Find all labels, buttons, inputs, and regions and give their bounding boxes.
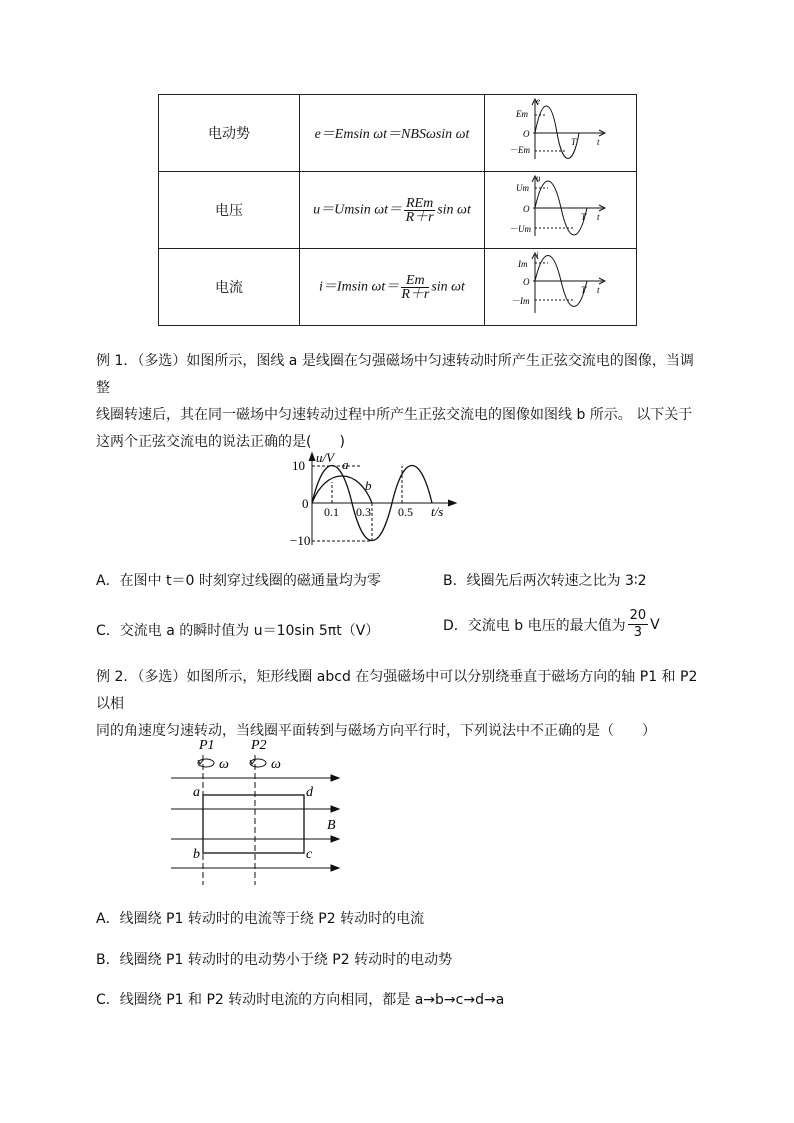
tick-label: 0.1 [324,505,339,519]
axis-label: t/s [431,504,444,519]
formula: u＝Umsin ωt＝ $\frac{\text{REm}}{R+r}$ sin ωt [300,172,485,249]
axis-y: e [536,96,540,106]
tick-label: 10 [292,458,305,473]
ex2-option-a: A．线圈绕 P1 转动时的电流等于绕 P2 转动时的电流 [96,911,425,927]
sine-waveform [485,95,636,167]
svg-text:u: u [536,173,541,183]
min-label: －Em [509,145,530,155]
tick-label: −10 [290,533,311,548]
example-2-question: 例 2．（多选）如图所示，矩形线圈 abcd 在匀强磁场中可以分别绕垂直于磁场方向的轴 P1 和 P2 以相 同的角速度匀速转动，当线圈平面转到与磁场方向平行时，下列说法中不正确的是（ ） [96,669,698,739]
table-row [159,172,637,249]
svg-text:i: i [536,250,539,260]
svg-text:t: t [597,212,600,222]
svg-text:d: d [306,785,313,800]
option-b: B．线圈先后两次转速之比为 3∶2 [443,573,647,589]
ex2-option-b: B．线圈绕 P1 转动时的电动势小于绕 P2 转动时的电动势 [96,952,453,968]
max-label: Em [516,109,528,119]
svg-text:P1: P1 [199,738,215,753]
row-label: 电压 [159,172,300,249]
svg-text:P2: P2 [251,738,267,753]
row-label: 电动势 [159,95,300,172]
svg-text:b: b [193,847,200,862]
formula-table [158,94,637,326]
table-row [159,249,637,326]
svg-text:a: a [193,785,200,800]
formula: e＝Emsin ωt＝NBSωsin ωt [300,95,485,172]
tick-label: 0.3 [356,505,371,519]
coil-rectangle [203,795,304,853]
svg-text:Im: Im [518,259,528,269]
example-1-graph [290,450,470,550]
waveform-cell [485,249,637,326]
example-1-question: 例 1．（多选）如图所示，图线 a 是线圈在匀强磁场中匀速转动时所产生正弦交流电的图像，当调整 线圈转速后，其在同一磁场中匀速转动过程中所产生正弦交流电的图像如图线 b 所示。 以下关于 这两个正弦交流电的说法正确的是( ) [96,353,694,450]
svg-text:－Um: －Um [509,224,531,234]
option-d: D．交流电 b 电压的最大值为 $\frac{20}{3}$ V [443,608,660,640]
period-label: T [571,137,577,147]
axis-label: u/V [316,450,335,465]
svg-text:O: O [523,204,530,214]
example-2-figure [165,733,355,888]
svg-text:c: c [306,847,313,862]
origin-label: O [523,129,530,139]
axis-t: t [597,137,600,147]
waveform-cell [485,172,637,249]
table-row [159,95,637,172]
svg-text:t: t [597,285,600,295]
sine-waveform [485,172,636,244]
tick-label: 0.5 [398,505,413,519]
curve-label: a [342,457,349,472]
option-c: C．交流电 a 的瞬时值为 u＝10sin 5πt（V） [96,623,380,639]
option-a: A．在图中 t＝0 时刻穿过线圈的磁通量均为零 [96,573,381,589]
formula: i＝Imsin ωt＝ $\frac{Em}{R+r}$ sin ωt [300,249,485,326]
ex2-option-c: C．线圈绕 P1 和 P2 转动时电流的方向相同，都是 a→b→c→d→a [96,992,505,1008]
row-label: 电流 [159,249,300,326]
sine-waveform [485,249,636,321]
curve-b [312,476,372,503]
svg-text:－Im: －Im [511,296,530,306]
tick-label: 0 [302,496,309,511]
svg-text:B: B [327,818,336,833]
waveform-cell [485,95,637,172]
svg-text:Um: Um [516,183,529,193]
svg-text:T: T [581,212,587,222]
curve-label: b [365,478,372,493]
svg-text:ω: ω [219,757,229,772]
svg-text:ω: ω [271,757,281,772]
svg-text:T: T [581,285,587,295]
svg-text:O: O [523,277,530,287]
